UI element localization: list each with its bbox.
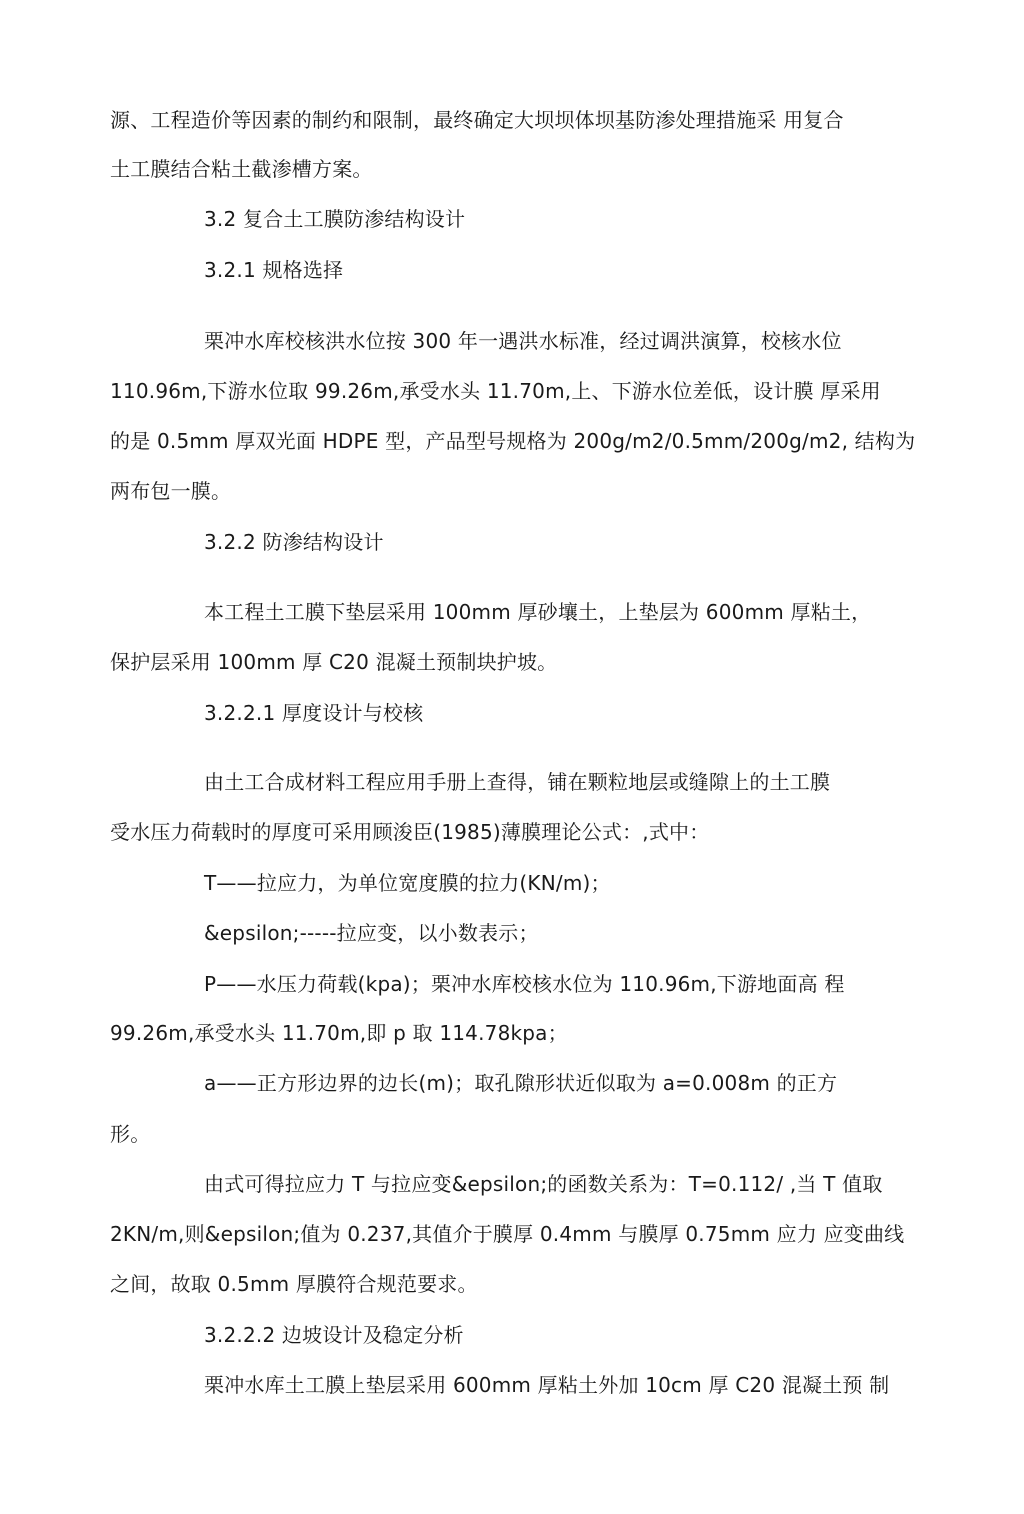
subsection-heading: 3.2.1 规格选择 [204, 258, 344, 282]
body-text-line: 保护层采用 100mm 厚 C20 混凝土预制块护坡。 [110, 650, 558, 674]
body-text-line: 的是 0.5mm 厚双光面 HDPE 型，产品型号规格为 200g/m2/0.5mm/200g/m2, 结构为 [110, 429, 916, 453]
body-text-line: 源、工程造价等因素的制约和限制，最终确定大坝坝体坝基防渗处理措施采 用复合 [110, 108, 844, 132]
section-heading: 3.2 复合土工膜防渗结构设计 [204, 207, 466, 231]
definition-line: a——正方形边界的边长(m)；取孔隙形状近似取为 a=0.008m 的正方 [204, 1071, 838, 1095]
body-text-line: 受水压力荷载时的厚度可采用顾浚臣(1985)薄膜理论公式：,式中： [110, 820, 710, 844]
body-text-line: 由土工合成材料工程应用手册上查得，铺在颗粒地层或缝隙上的土工膜 [204, 770, 831, 794]
subsection-heading: 3.2.2 防渗结构设计 [204, 530, 384, 554]
definition-line: &epsilon;-----拉应变，以小数表示； [204, 921, 539, 945]
body-text-line: 2KN/m,则&epsilon;值为 0.237,其值介于膜厚 0.4mm 与膜厚 0.75mm 应力 应变曲线 [110, 1222, 905, 1246]
body-text-line: 99.26m,承受水头 11.70m,即 p 取 114.78kpa； [110, 1021, 568, 1045]
body-text-line: 本工程土工膜下垫层采用 100mm 厚砂壤土，上垫层为 600mm 厚粘土， [204, 600, 872, 624]
body-text-line: 两布包一膜。 [110, 479, 232, 503]
body-text-line: 形。 [110, 1122, 151, 1146]
definition-line: P——水压力荷载(kpa)；栗冲水库校核水位为 110.96m,下游地面高 程 [204, 972, 845, 996]
body-text-line: 110.96m,下游水位取 99.26m,承受水头 11.70m,上、下游水位差低，设计膜 厚采用 [110, 379, 881, 403]
body-text-line: 土工膜结合粘土截渗槽方案。 [110, 157, 373, 181]
body-text-line: 之间，故取 0.5mm 厚膜符合规范要求。 [110, 1272, 478, 1296]
body-text-line: 栗冲水库校核洪水位按 300 年一遇洪水标准，经过调洪演算，校核水位 [204, 329, 842, 353]
subsection-heading: 3.2.2.2 边坡设计及稳定分析 [204, 1323, 464, 1347]
definition-line: T——拉应力，为单位宽度膜的拉力(KN/m)； [204, 871, 611, 895]
subsection-heading: 3.2.2.1 厚度设计与校核 [204, 701, 424, 725]
body-text-line: 栗冲水库土工膜上垫层采用 600mm 厚粘土外加 10cm 厚 C20 混凝土预 制 [204, 1373, 890, 1397]
body-text-line: 由式可得拉应力 T 与拉应变&epsilon;的函数关系为：T=0.112/ ,当 T 值取 [204, 1172, 883, 1196]
